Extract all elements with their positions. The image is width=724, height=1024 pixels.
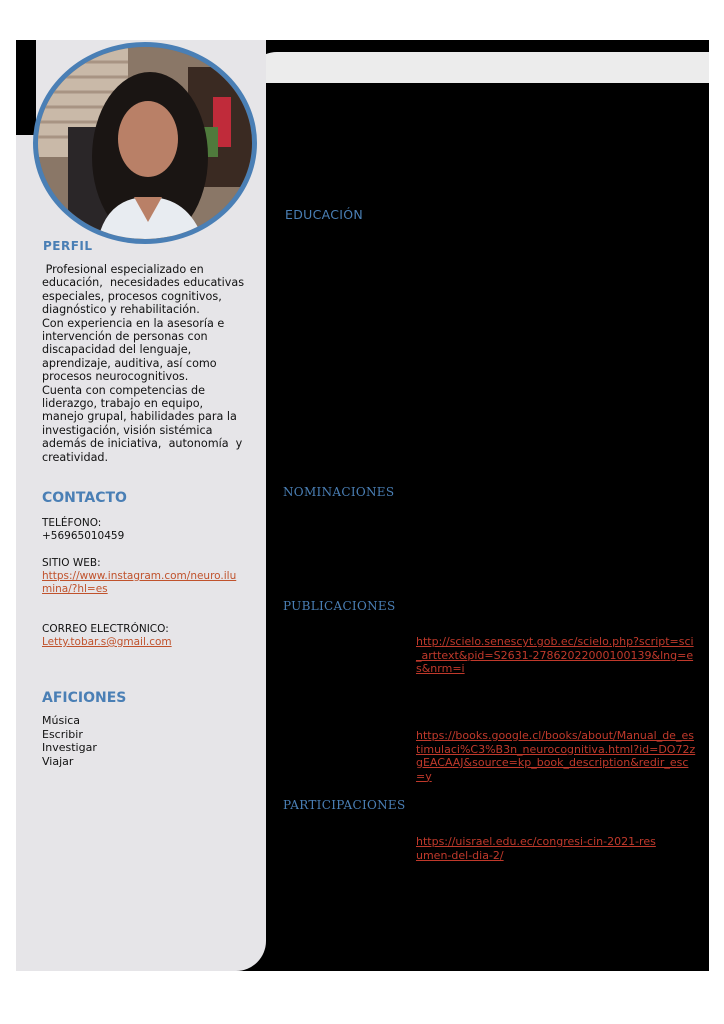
top-strip	[246, 52, 709, 83]
profile-photo-image	[38, 47, 252, 239]
correo-link[interactable]: Letty.tobar.s@gmail.com	[42, 636, 172, 648]
nominaciones-heading: NOMINACIONES	[283, 485, 395, 499]
aficion-item: Música	[42, 714, 81, 727]
perfil-text: Profesional especializado en educación, necesidades educativas especiales, procesos cognitivos, diagnóstico y rehabilitación. Con experiencia en la asesoría e intervención de personas con discapacidad del lenguaje, aprendizaje, auditiva, así como procesos neurocognitivos. Cuenta con competencias de liderazgo, trabajo en equipo, manejo grupal, habilidades para la investigación, visión sistémica además de iniciativa, autonomía y creatividad.	[42, 263, 245, 464]
telefono-value: +56965010459	[42, 530, 125, 542]
publicaciones-heading: PUBLICACIONES	[283, 599, 396, 613]
educacion-heading: EDUCACIÓN	[285, 207, 364, 222]
telefono-label: TELÉFONO:	[42, 517, 102, 529]
participacion-link[interactable]: https://uisrael.edu.ec/congresi-cin-2021-resumen-del-dia-2/	[416, 835, 656, 862]
sidebar-bottom-fill	[200, 880, 266, 971]
aficiones-heading: AFICIONES	[42, 690, 127, 706]
sitio-link[interactable]: https://www.instagram.com/neuro.ilumina/?hl=es	[42, 570, 237, 595]
perfil-heading: PERFIL	[43, 239, 93, 253]
aficiones-list	[42, 714, 97, 768]
aficion-item: Investigar	[42, 741, 97, 754]
profile-photo	[33, 42, 257, 244]
sitio-label: SITIO WEB:	[42, 557, 101, 569]
publicacion-link-books[interactable]: https://books.google.cl/books/about/Manual_de_estimulaci%C3%B3n_neurocognitiva.html?id=DO72zgEACAAJ&source=kp_book_description&redir_esc=y	[416, 729, 696, 783]
contacto-heading: CONTACTO	[42, 490, 127, 506]
aficion-item: Viajar	[42, 754, 74, 768]
participaciones-heading: PARTICIPACIONES	[283, 798, 406, 812]
publicacion-link-scielo[interactable]: http://scielo.senescyt.gob.ec/scielo.php?script=sci_arttext&pid=S2631-27862022000100139&lng=es&nrm=i	[416, 635, 694, 675]
correo-label: CORREO ELECTRÓNICO:	[42, 623, 169, 635]
aficion-item: Escribir	[42, 727, 83, 741]
